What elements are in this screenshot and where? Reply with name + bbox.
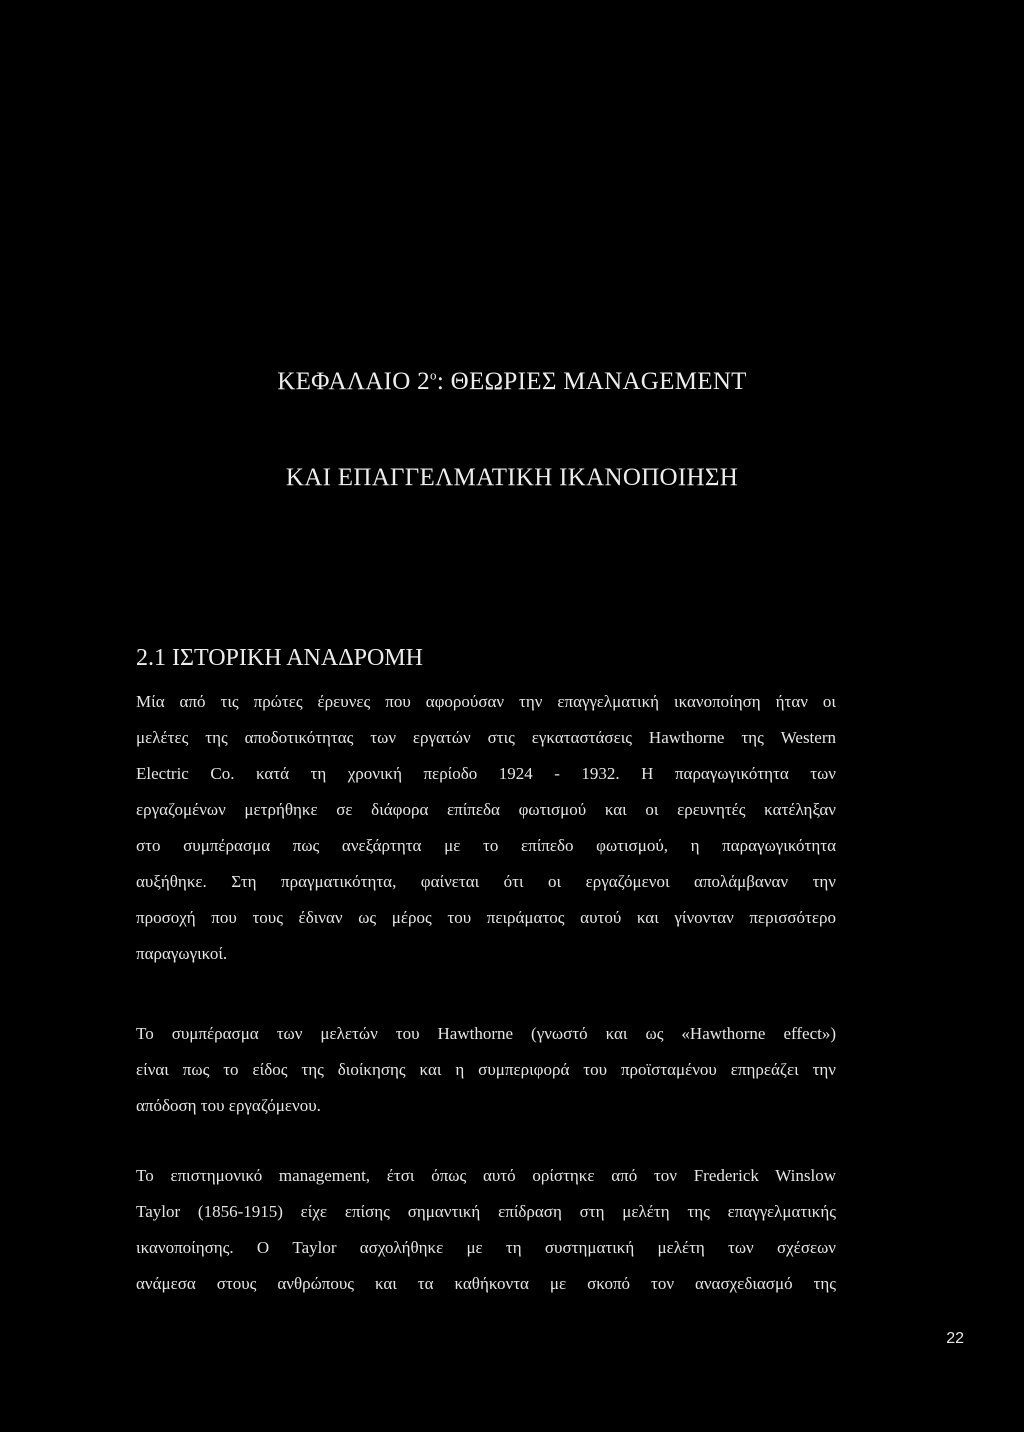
page-number: 22: [946, 1330, 964, 1347]
paragraph-line: παραγωγικοί.: [136, 944, 228, 963]
chapter-heading-prefix: ΚΕΦΑΛΑΙΟ 2: [277, 368, 430, 395]
paragraph-line: είναι πως το είδος της διοίκησης και η συμπεριφορά του προϊσταμένου επηρεάζει την: [136, 1060, 836, 1079]
paragraph-line: ικανοποίησης. Ο Taylor ασχολήθηκε με τη συστηματική μελέτη των σχέσεων: [136, 1238, 836, 1257]
paragraph-line: στο συμπέρασμα πως ανεξάρτητα με το επίπεδο φωτισμού, η παραγωγικότητα: [136, 836, 836, 855]
paragraph-line: Το επιστημονικό management, έτσι όπως αυτό ορίστηκε από τον Frederick Winslow: [136, 1166, 836, 1185]
paragraph-line: Electric Co. κατά τη χρονική περίοδο 1924 - 1932. Η παραγωγικότητα των: [136, 764, 836, 783]
paragraph-1: [136, 684, 836, 972]
paragraph-line: Το συμπέρασμα των μελετών του Hawthorne (γνωστό και ως «Hawthorne effect»): [136, 1024, 836, 1043]
paragraph-line: αυξήθηκε. Στη πραγματικότητα, φαίνεται ότι οι εργαζόμενοι απολάμβαναν την: [136, 872, 836, 891]
section-title: 2.1 ΙΣΤΟΡΙΚΗ ΑΝΑΔΡΟΜΗ: [136, 645, 423, 671]
paragraph-line: Taylor (1856-1915) είχε επίσης σημαντική επίδραση στη μελέτη της επαγγελματικής: [136, 1202, 836, 1221]
paragraph-2: [136, 1016, 836, 1124]
chapter-heading-suffix: : ΘΕΩΡΙΕΣ MANAGEMENT: [436, 368, 747, 395]
page-number-row: [0, 1330, 964, 1348]
paragraph-3: [136, 1158, 836, 1302]
paragraph-line: ανάμεσα στους ανθρώπους και τα καθήκοντα με σκοπό τον ανασχεδιασμό της: [136, 1274, 836, 1293]
paragraph-line: Μία από τις πρώτες έρευνες που αφορούσαν την επαγγελματική ικανοποίηση ήταν οι: [136, 692, 836, 711]
paragraph-line: προσοχή που τους έδιναν ως μέρος του πειράματος αυτού και γίνονταν περισσότερο: [136, 908, 836, 927]
paragraph-line: απόδοση του εργαζόμενου.: [136, 1096, 321, 1115]
chapter-heading-line-1: [0, 368, 1024, 396]
paragraph-line: μελέτες της αποδοτικότητας των εργατών στις εγκαταστάσεις Hawthorne της Western: [136, 728, 836, 747]
paragraph-line: εργαζομένων μετρήθηκε σε διάφορα επίπεδα φωτισμού και οι ερευνητές κατέληξαν: [136, 800, 836, 819]
chapter-heading-line-2: ΚΑΙ ΕΠΑΓΓΕΛΜΑΤΙΚΗ ΙΚΑΝΟΠΟΙΗΣΗ: [285, 464, 739, 491]
chapter-heading-ordinal: ο: [430, 367, 437, 383]
